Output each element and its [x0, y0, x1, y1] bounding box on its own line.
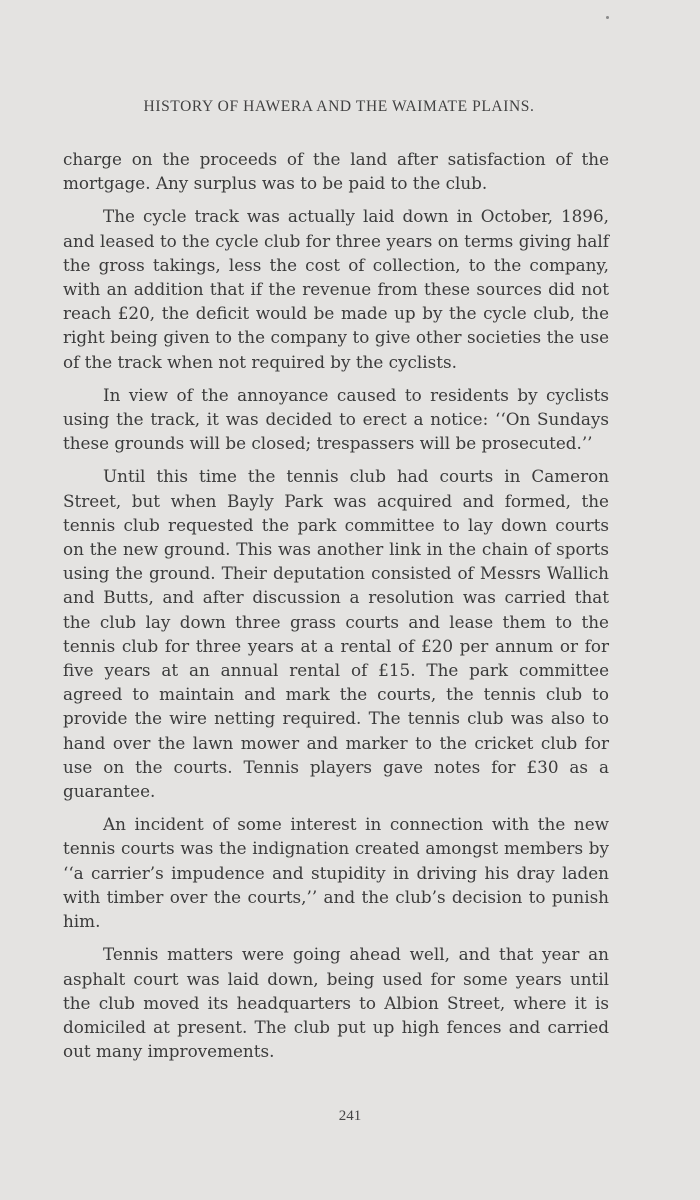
- paragraph-sunday-notice: In view of the annoyance caused to residents by cyclists using the track, it was decided to erect a notice: ‘‘On Sundays these grounds will be closed; trespassers will be prosecuted.’’: [63, 384, 609, 454]
- running-head: HISTORY OF HAWERA AND THE WAIMATE PLAINS.: [143, 98, 535, 115]
- paragraph-cycle-track: The cycle track was actually laid down in October, 1896, and leased to the cycle club for three years on terms giving half the gross takings, less the cost of collection, to the company, with an addition that if the revenue from these sources did not reach £20, the deficit would be made up by the cycle club, the right being given to the company to give other societies the use of the track when not required by the cyclists.: [63, 206, 609, 372]
- page-number: 241: [338, 1108, 362, 1124]
- paragraph-mortgage: charge on the proceeds of the land after satisfaction of the mortgage. Any surplus was to be paid to the club.: [63, 149, 609, 194]
- paragraph-tennis-club: Until this time the tennis club had courts in Cameron Street, but when Bayly Park was acquired and formed, the tennis club requested the park committee to lay down courts on the new ground. This was another link in the chain of sports using the ground. Their deputation consisted of Messrs Wallich and Butts, and after discussion a resolution was carried that the club lay down three grass courts and lease them to the tennis club for three years at a rental of £20 per annum or for five years at an annual rental of £15. The park committee agreed to maintain and mark the courts, the tennis club to provide the wire netting required. The tennis club was also to hand over the lawn mower and marker to the cricket club for use on the courts. Tennis players gave notes for £30 as a guarantee.: [63, 466, 609, 802]
- dust-speck: [606, 16, 609, 19]
- body-text: [63, 147, 609, 1063]
- paragraph-asphalt-court: Tennis matters were going ahead well, and that year an asphalt court was laid down, being used for some years until the club moved its headquarters to Albion Street, where it is domiciled at present. The club put up high fences and carried out many improvements.: [63, 944, 609, 1062]
- paragraph-carrier-incident: An incident of some interest in connection with the new tennis courts was the indignation created amongst members by ‘‘a carrier’s impudence and stupidity in driving his dray laden with timber over the courts,’’ and the club’s decision to punish him.: [63, 814, 609, 932]
